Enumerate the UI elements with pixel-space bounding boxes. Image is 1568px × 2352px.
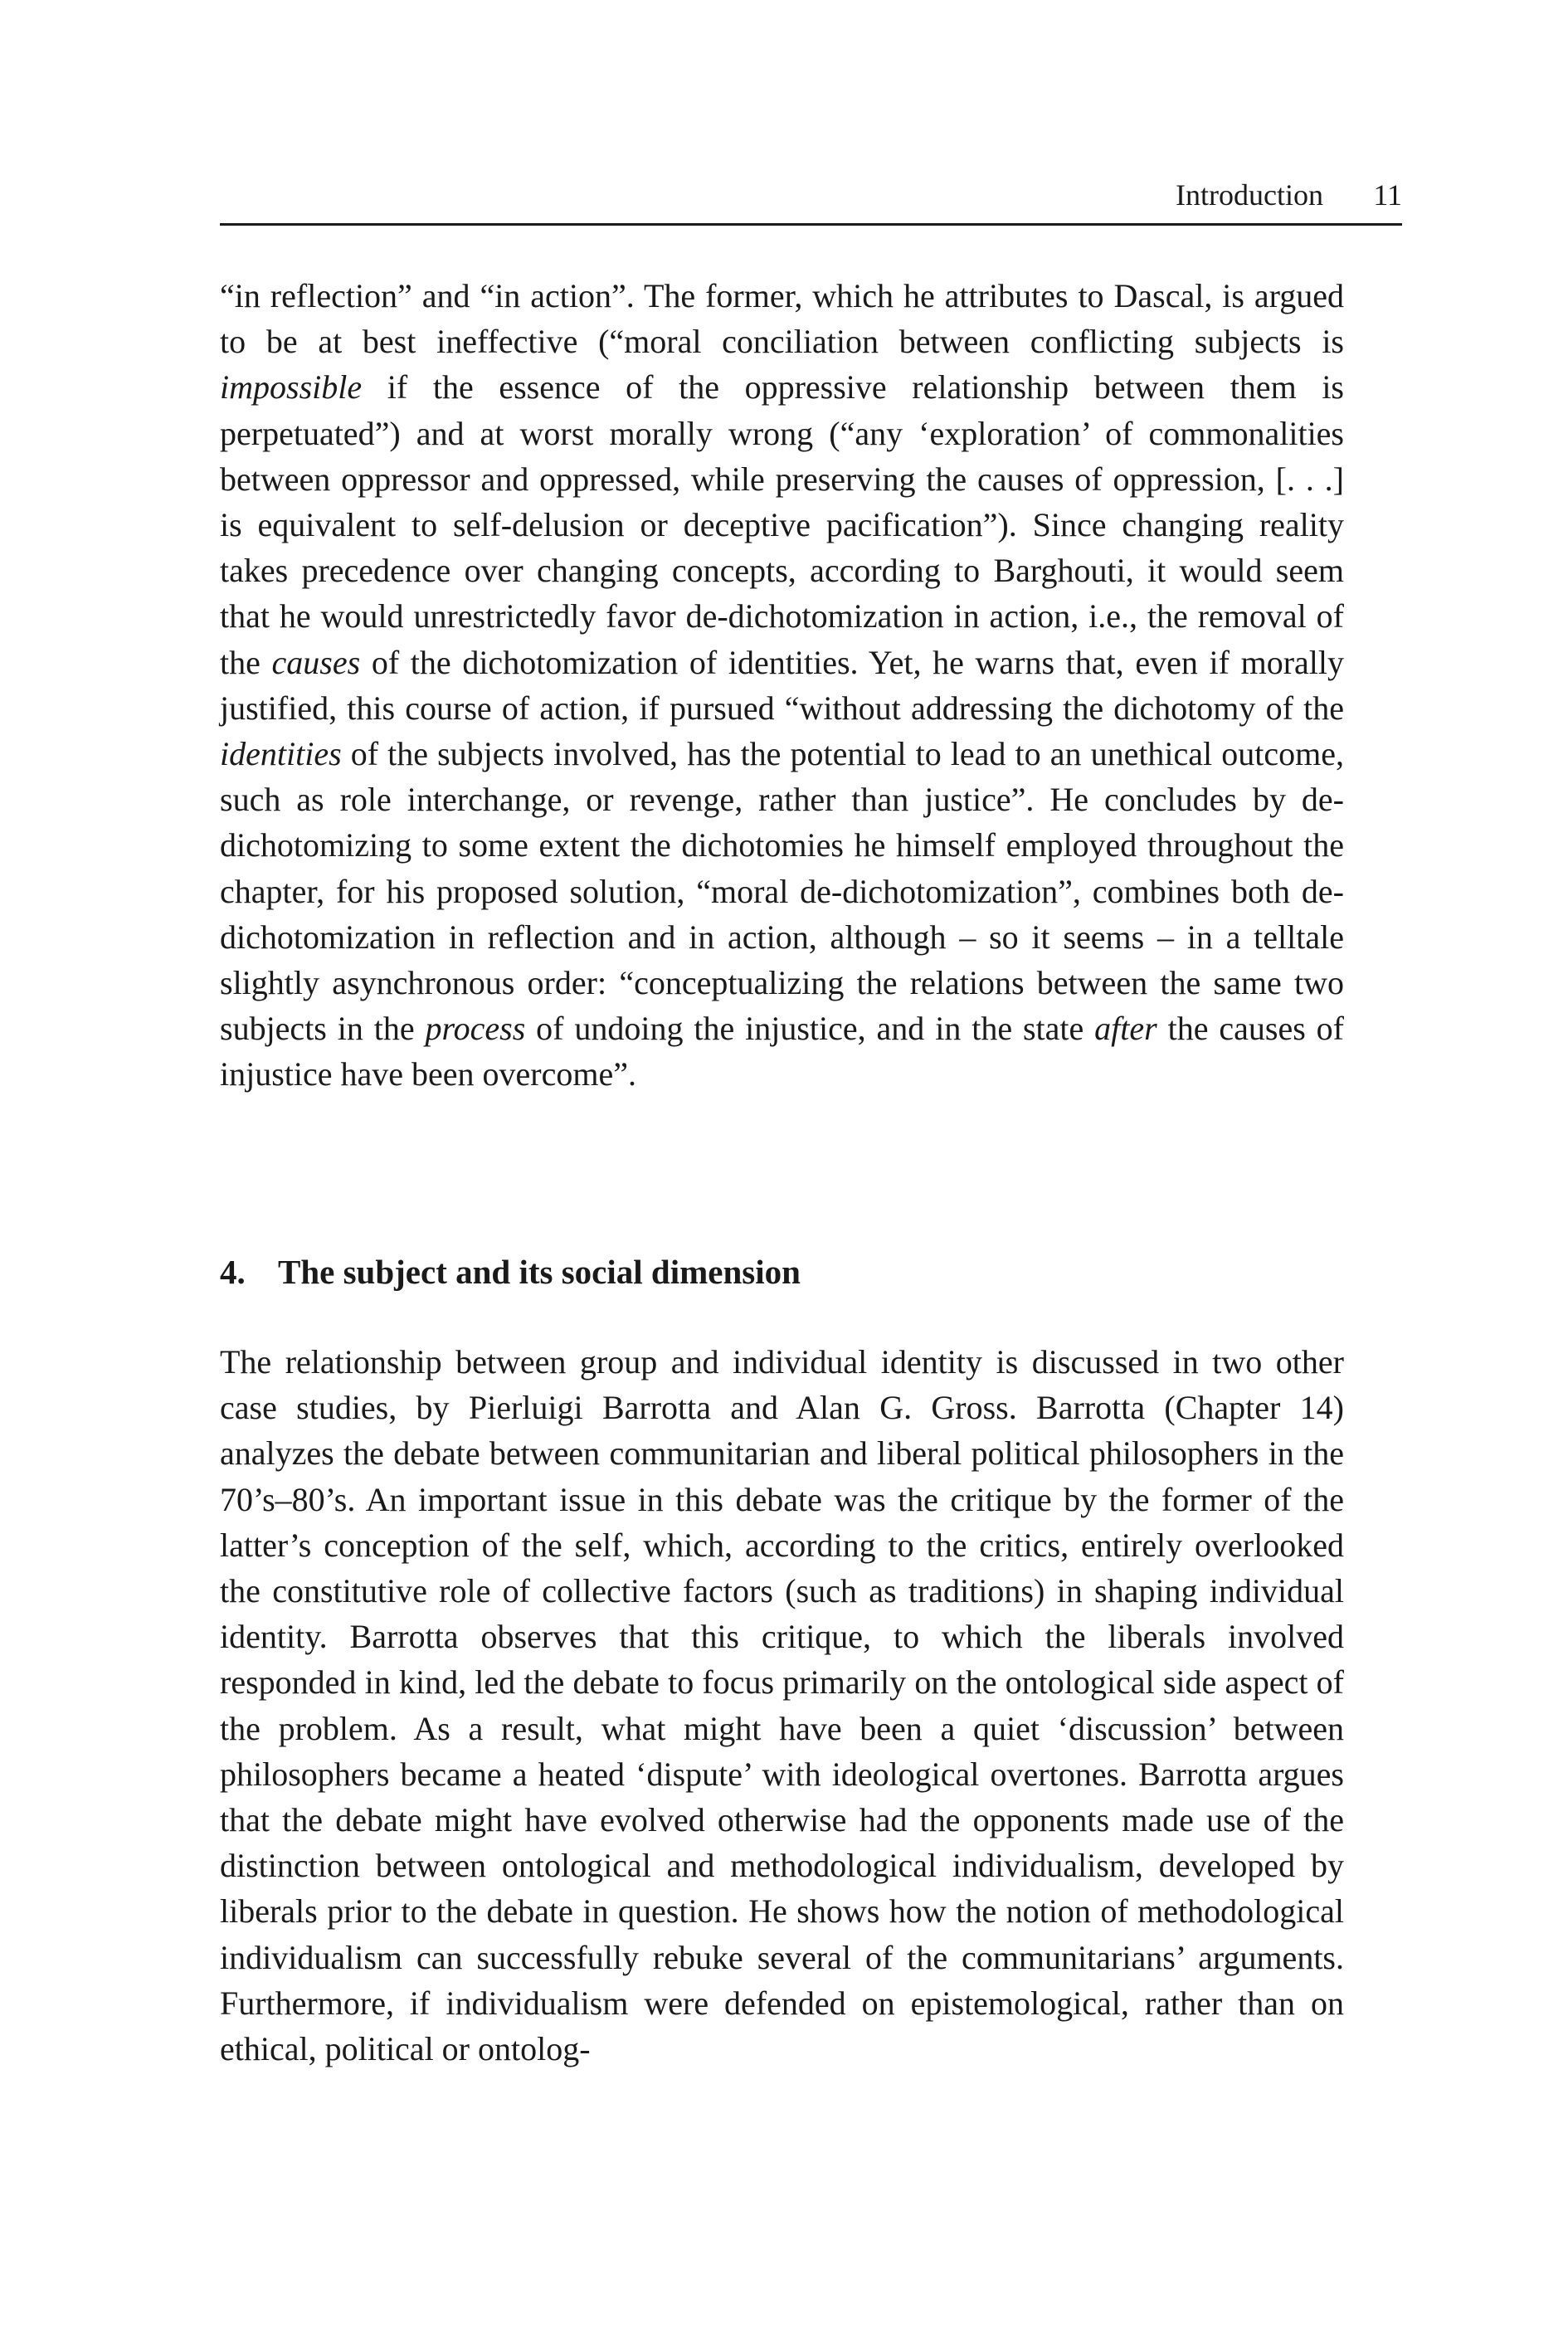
- text-run: of the dichotomization of identities. Yet, he warns that, even if morally justified, this course of action, if pursued “without addressing the dichotomy of the: [220, 643, 1344, 727]
- section-heading: [220, 1249, 1348, 1295]
- paragraph-2: The relationship between group and individual identity is discussed in two other case studies, by Pierluigi Barrotta and Alan G. Gross. Barrotta (Chapter 14) analyzes the debate between communitarian and liberal political philosophers in the 70’s–80’s. An important issue in this debate was the critique by the former of the latter’s conception of the self, which, according to the critics, entirely overlooked the constitutive role of collective factors (such as traditions) in shaping individual identity. Barrotta observes that this critique, to which the liberals involved responded in kind, led the debate to focus primarily on the ontological side aspect of the problem. As a result, what might have been a quiet ‘discussion’ between philosophers became a heated ‘dispute’ with ideological overtones. Barrotta argues that the debate might have evolved otherwise had the opponents made use of the distinction between ontological and methodological individualism, developed by liberals prior to the debate in question. He shows how the notion of methodological individualism can successfully rebuke several of the communitarians’ arguments. Furthermore, if individualism were defended on epistemological, rather than on ethical, political or ontolog-: [220, 1343, 1344, 2068]
- section-number: 4.: [220, 1253, 246, 1291]
- text-run: the causes of injustice have been overcome”.: [220, 1010, 1344, 1093]
- paragraph-1: [220, 273, 1344, 1098]
- emphasis-identities: identities: [220, 735, 342, 773]
- text-run: if the essence of the oppressive relationship between them is perpetuated”) and at worst morally wrong (“any ‘exploration’ of commonalities between oppressor and oppressed, while preserving the causes of oppression, [. . .] is equivalent to self-delusion or deceptive pacification”). Since changing reality takes precedence over changing concepts, according to Barghouti, it would seem that he would unrestrictedly favor de-dichotomization in action, i.e., the removal of the: [220, 368, 1344, 681]
- section-title: The subject and its social dimension: [278, 1253, 801, 1291]
- emphasis-impossible: impossible: [220, 368, 363, 407]
- text-run: “in reflection” and “in action”. The former, which he attributes to Dascal, is argued to be at best ineffective (“moral conciliation between conflicting subjects is: [220, 277, 1344, 361]
- text-run: of undoing the injustice, and in the state: [525, 1010, 1095, 1048]
- page-number: 11: [1373, 178, 1402, 212]
- emphasis-process: process: [425, 1010, 526, 1048]
- emphasis-causes: causes: [271, 643, 361, 681]
- emphasis-after: after: [1094, 1010, 1157, 1048]
- running-head: [220, 170, 1402, 226]
- running-title: Introduction: [1176, 178, 1323, 212]
- text-run: of the subjects involved, has the potential to lead to an unethical outcome, such as role interchange, or revenge, rather than justice”. He concludes by de-dichotomizing to some extent the dichotomies he himself employed throughout the chapter, for his proposed solution, “moral de-dichotomization”, combines both de-dichotomization in reflection and in action, although – so it seems – in a telltale slightly asynchronous order: “conceptualizing the relations between the same two subjects in the: [220, 735, 1344, 1048]
